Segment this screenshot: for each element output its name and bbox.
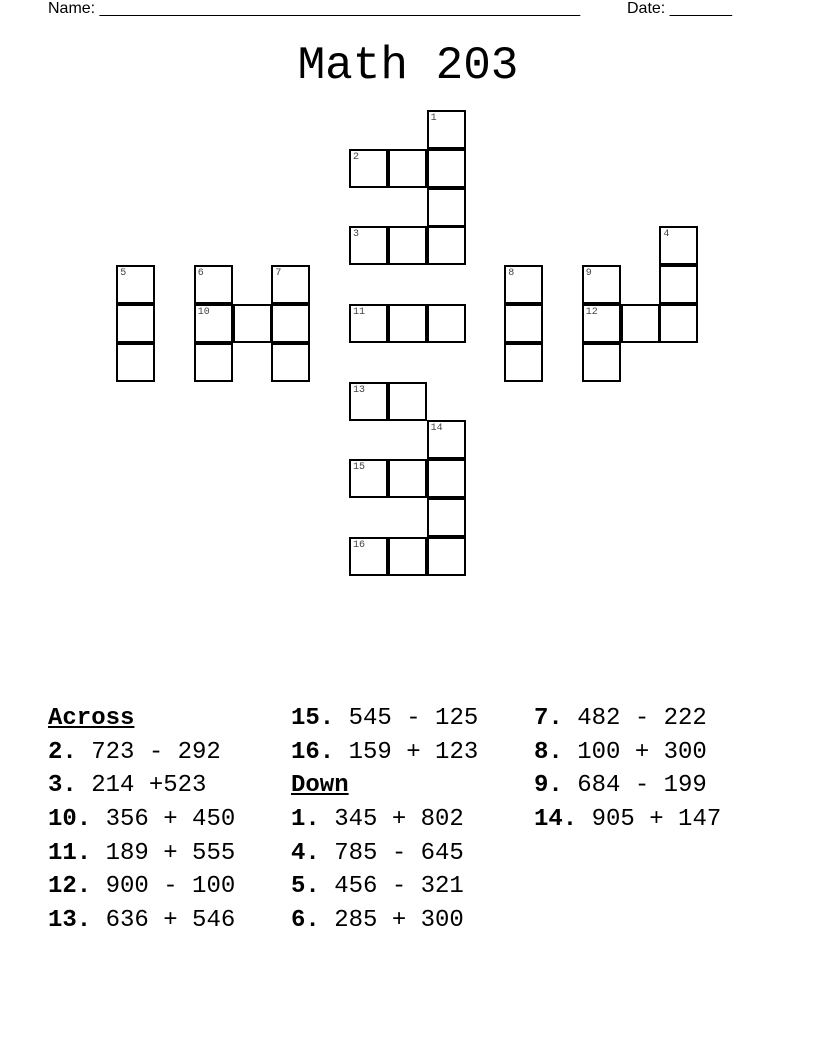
crossword-cell[interactable] <box>427 188 466 227</box>
clue-item <box>534 803 721 837</box>
clue-item-expression: 189 + 555 <box>91 839 236 867</box>
crossword-cell[interactable] <box>194 265 233 304</box>
crossword-cell[interactable] <box>659 265 698 304</box>
clue-number-label: 10 <box>197 307 210 318</box>
clue-item-expression: 684 - 199 <box>562 772 707 800</box>
clue-item-number: 2. <box>48 738 77 766</box>
clue-item <box>48 904 235 938</box>
crossword-cell[interactable] <box>194 343 233 382</box>
clue-column-3 <box>534 702 721 837</box>
clue-item-expression: 159 + 123 <box>334 738 479 766</box>
crossword-cell[interactable] <box>504 265 543 304</box>
clue-section-heading: Across <box>48 705 135 732</box>
clue-item-expression: 545 - 125 <box>334 705 479 732</box>
crossword-cell[interactable] <box>233 304 272 343</box>
crossword-cell[interactable] <box>388 382 427 421</box>
clue-item-expression: 100 + 300 <box>562 738 707 766</box>
clue-item <box>291 702 478 736</box>
clue-item <box>48 870 235 904</box>
clue-item <box>291 736 478 770</box>
clue-number-label: 1 <box>430 113 437 124</box>
clue-item-number: 9. <box>534 772 563 800</box>
name-field-label: Name: ______________________________________________________ <box>48 0 581 17</box>
crossword-cell[interactable] <box>504 343 543 382</box>
clue-item <box>534 736 721 770</box>
clue-section-heading: Down <box>291 772 349 800</box>
crossword-cell[interactable] <box>659 226 698 265</box>
crossword-cell[interactable] <box>349 382 388 421</box>
clue-number-label: 16 <box>353 539 366 551</box>
clue-item-expression: 345 + 802 <box>319 806 464 834</box>
crossword-cell[interactable] <box>116 304 155 343</box>
clue-number-label: 4 <box>663 229 670 241</box>
clue-item <box>534 769 721 803</box>
crossword-cell[interactable] <box>194 304 233 343</box>
clue-item <box>291 870 478 904</box>
crossword-cell[interactable] <box>427 420 466 459</box>
crossword-cell[interactable] <box>388 226 427 265</box>
clue-item <box>291 904 478 938</box>
clue-item-number: 7. <box>534 705 563 732</box>
crossword-cell[interactable] <box>349 459 388 498</box>
crossword-cell[interactable] <box>504 304 543 343</box>
clue-item-number: 15. <box>291 705 335 732</box>
clue-number-label: 15 <box>353 462 366 474</box>
clue-number-label: 8 <box>508 268 515 280</box>
clue-item <box>534 702 721 736</box>
crossword-cell[interactable] <box>427 304 466 343</box>
clue-number-label: 12 <box>585 307 598 318</box>
crossword-cell[interactable] <box>388 304 427 343</box>
clue-item <box>291 837 478 871</box>
crossword-cell[interactable] <box>427 459 466 498</box>
clue-item-expression: 482 - 222 <box>562 705 707 732</box>
clue-item-number: 14. <box>534 806 578 834</box>
clue-number-label: 7 <box>275 268 282 280</box>
clue-number-label: 6 <box>197 268 204 280</box>
clue-item-number: 13. <box>48 907 92 935</box>
crossword-cell[interactable] <box>582 343 621 382</box>
clue-item-expression: 900 - 100 <box>91 873 236 901</box>
crossword-cell[interactable] <box>427 537 466 576</box>
clue-item-number: 4. <box>291 839 320 867</box>
clue-item-expression: 636 + 546 <box>91 907 236 935</box>
crossword-cell[interactable] <box>271 304 310 343</box>
crossword-cell[interactable] <box>427 110 466 149</box>
crossword-cell[interactable] <box>582 304 621 343</box>
clue-item-number: 6. <box>291 907 320 935</box>
clue-item <box>48 769 235 803</box>
clue-item-number: 12. <box>48 873 92 901</box>
crossword-cell[interactable] <box>349 304 388 343</box>
clue-item-expression: 723 - 292 <box>76 738 221 766</box>
clue-item-expression: 356 + 450 <box>91 806 236 834</box>
clue-item <box>291 803 478 837</box>
clue-number-label: 5 <box>120 268 127 280</box>
crossword-cell[interactable] <box>388 537 427 576</box>
clue-item-number: 3. <box>48 772 77 800</box>
crossword-cell[interactable] <box>582 265 621 304</box>
clue-item-number: 8. <box>534 738 563 766</box>
clue-item-expression: 905 + 147 <box>577 806 722 834</box>
crossword-cell[interactable] <box>388 149 427 188</box>
crossword-cell[interactable] <box>427 226 466 265</box>
crossword-cell[interactable] <box>271 265 310 304</box>
clue-item <box>48 803 235 837</box>
page-title: Math 203 <box>297 40 519 92</box>
crossword-cell[interactable] <box>349 537 388 576</box>
clue-item-number: 16. <box>291 738 335 766</box>
crossword-cell[interactable] <box>659 304 698 343</box>
clue-item-number: 11. <box>48 839 92 867</box>
crossword-cell[interactable] <box>427 498 466 537</box>
crossword-cell[interactable] <box>349 149 388 188</box>
clue-item-number: 10. <box>48 806 92 834</box>
clue-item <box>48 736 235 770</box>
clue-number-label: 3 <box>353 229 360 241</box>
clue-item-expression: 285 + 300 <box>319 907 464 935</box>
clue-column-2 <box>291 702 478 938</box>
crossword-cell[interactable] <box>116 265 155 304</box>
crossword-cell[interactable] <box>116 343 155 382</box>
date-field-label: Date: _______ <box>627 0 732 17</box>
clue-number-label: 9 <box>585 268 592 280</box>
clue-column-1 <box>48 702 235 938</box>
clue-item <box>48 837 235 871</box>
crossword-cell[interactable] <box>427 149 466 188</box>
crossword-cell[interactable] <box>621 304 660 343</box>
clue-number-label: 2 <box>353 151 360 163</box>
worksheet-header <box>48 0 748 20</box>
clue-number-label: 13 <box>353 384 366 396</box>
clue-item-number: 5. <box>291 873 320 901</box>
crossword-cell[interactable] <box>349 226 388 265</box>
clue-item-expression: 456 - 321 <box>319 873 464 901</box>
clue-item-expression: 214 +523 <box>76 772 207 800</box>
clue-number-label: 14 <box>430 423 443 435</box>
crossword-cell[interactable] <box>388 459 427 498</box>
clue-number-label: 11 <box>353 307 366 318</box>
clue-item-number: 1. <box>291 806 320 834</box>
clue-item-expression: 785 - 645 <box>319 839 464 867</box>
crossword-cell[interactable] <box>271 343 310 382</box>
